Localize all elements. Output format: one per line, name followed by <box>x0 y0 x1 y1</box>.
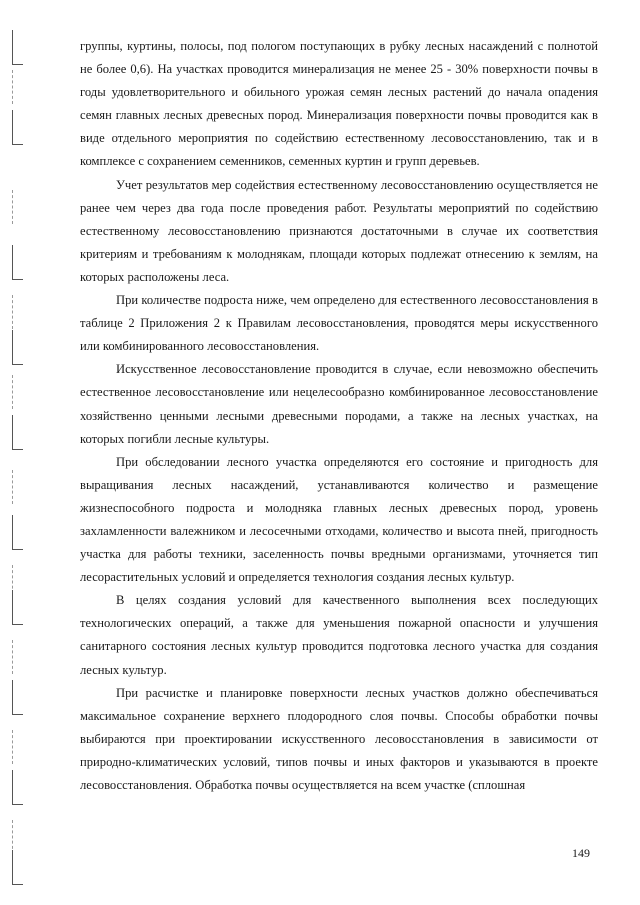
binding-mark <box>12 515 23 550</box>
binding-mark <box>12 70 23 104</box>
paragraph: При количестве подроста ниже, чем определено для естественного лесовосстановления в таблице 2 Приложения 2 к Правилам лесовосстановления, проводятся меры искусственного или комбинированного лесовосстановления. <box>80 293 598 354</box>
paragraph: группы, куртины, полосы, под пологом поступающих в рубку лесных насаждений с полнотой не более 0,6). На участках проводится минерализация не менее 25 - 30% поверхности почвы в годы удовлетворительного и обильного урожая семян лесных растений до начала опадения семян главных лесных древесных пород. Минерализация поверхности почвы проводится как в виде отдельного мероприятия по содействию естественному лесовосстановлению, так и в комплексе с сохранением семенников, семенных куртин и групп деревьев. <box>80 39 598 169</box>
binding-mark <box>12 245 23 280</box>
paragraph: При обследовании лесного участка определяются его состояние и пригодность для выращивания лесных насаждений, устанавливаются количество и размещение жизнеспособного подроста и молодняка главных лесных древесных пород, уровень захламленности валежником и лесосечными отходами, количество и высота пней, пригодность участка для работы техники, заселенность почвы вредными организмами, уточняется тип лесорастительных условий и определяется технология создания лесных культур. <box>80 454 598 585</box>
binding-mark <box>12 640 23 674</box>
paragraph: Искусственное лесовосстановление проводится в случае, если невозможно обеспечить естественное лесовосстановление или нецелесообразно комбинированное лесовосстановление хозяйственно ценными лесными древесными породами, а также на лесных участках, на которых погибли лесные культуры. <box>80 362 598 446</box>
page-number: 149 <box>572 846 590 860</box>
binding-mark <box>12 110 23 145</box>
binding-mark <box>12 470 23 504</box>
binding-mark <box>12 590 23 625</box>
binding-mark <box>12 375 23 409</box>
binding-mark <box>12 295 23 329</box>
body-text <box>80 35 598 797</box>
binding-mark <box>12 730 23 764</box>
binding-mark <box>12 30 23 65</box>
paragraph: В целях создания условий для качественного выполнения всех последующих технологических операций, а также для уменьшения пожарной опасности и улучшения санитарного состояния лесных культур проводится подготовка лесного участка для создания лесных культур. <box>80 593 598 677</box>
binding-mark <box>12 680 23 715</box>
paragraph: При расчистке и планировке поверхности лесных участков должно обеспечиваться максимальное сохранение верхнего плодородного слоя почвы. Способы обработки почвы выбираются при проектировании искусственного лесовосстановления в зависимости от природно-климатических условий, типов почвы и иных факторов и указываются в проекте лесовосстановления. Обработка почвы осуществляется на всем участке (сплошная <box>80 685 598 792</box>
binding-mark <box>12 770 23 805</box>
paragraph: Учет результатов мер содействия естественному лесовосстановлению осуществляется не ранее чем через два года после проведения работ. Результаты мероприятий по содействию естественному лесовосстановлению признаются достаточными в случае их соответствия критериям и требованиям к молоднякам, площади которых подлежат отнесению к землям, на которых расположены леса. <box>80 177 598 284</box>
binding-mark <box>12 415 23 450</box>
binding-edge-marks <box>12 30 26 890</box>
binding-mark <box>12 820 23 854</box>
binding-mark <box>12 330 23 365</box>
binding-mark <box>12 190 23 224</box>
binding-mark <box>12 850 23 885</box>
